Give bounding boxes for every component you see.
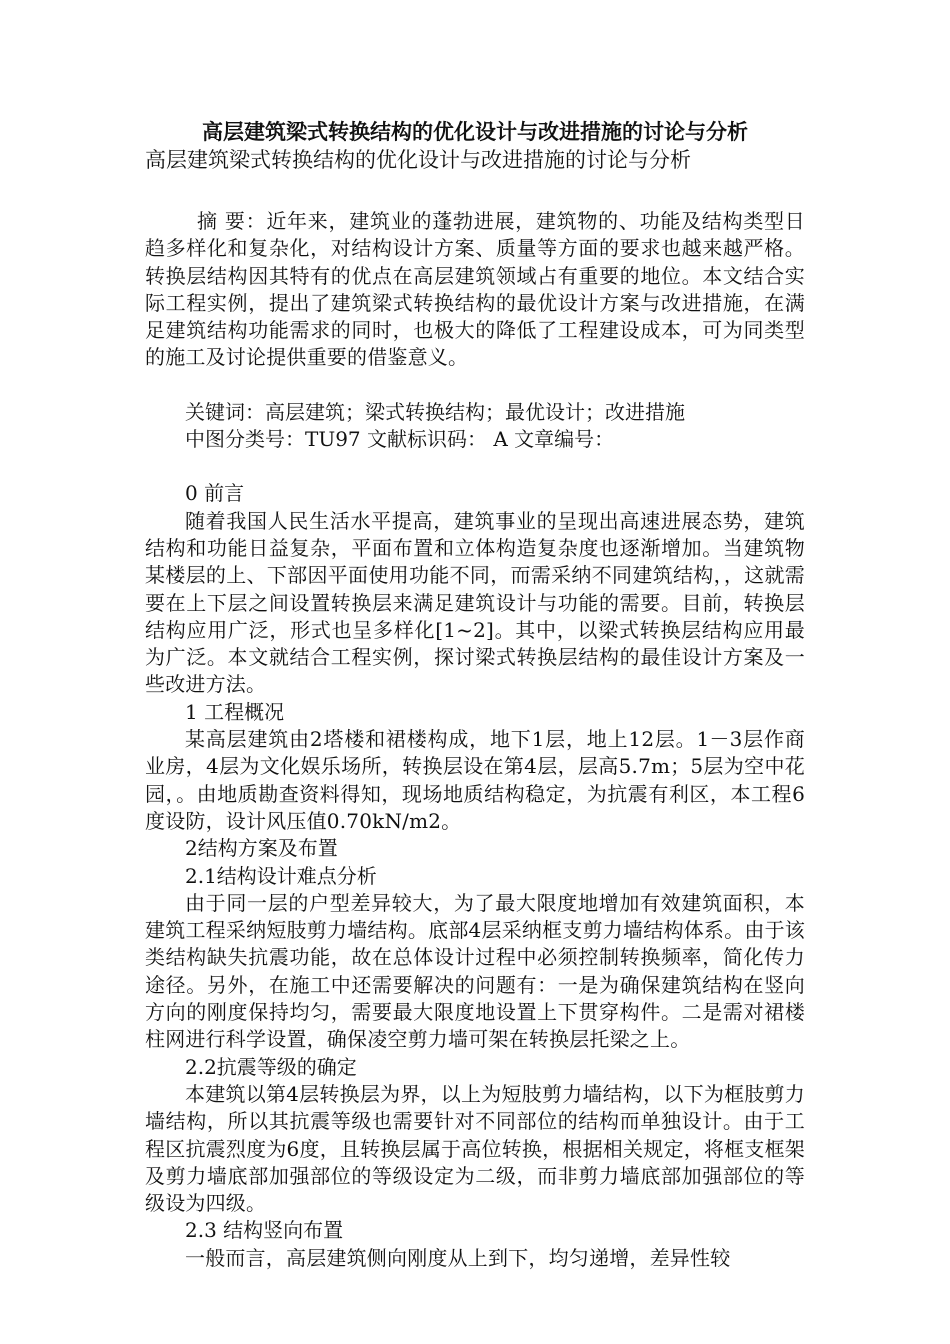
keywords-line: 关键词：高层建筑；梁式转换结构；最优设计；改进措施	[185, 399, 685, 424]
section-2-1-heading: 2.1结构设计难点分析	[185, 863, 377, 888]
classification-line: 中图分类号：TU97 文献标识码： A 文章编号：	[185, 427, 615, 452]
document-title-bold: 高层建筑梁式转换结构的优化设计与改进措施的讨论与分析	[202, 119, 748, 144]
abstract-paragraph: 摘 要：近年来，建筑业的蓬勃进展，建筑物的、功能及结构类型日趋多样化和复杂化，对结构设计方案、质量等方面的要求也越来越严格。转换层结构因其特有的优点在高层建筑领域占有重要的地位。本文结合实际工程实例，提出了建筑梁式转换结构的最优设计方案与改进措施，在满足建筑结构功能需求的同时，也极大的降低了工程建设成本，可为同类型的施工及讨论提供重要的借鉴意义。	[145, 209, 805, 370]
section-2-2-paragraph: 本建筑以第4层转换层为界，以上为短肢剪力墙结构，以下为框肢剪力墙结构，所以其抗震等级也需要针对不同部位的结构而单独设计。由于工程区抗震烈度为6度，且转换层属于高位转换，根据相关规定，将框支框架及剪力墙底部加强部位的等级设定为二级，而非剪力墙底部加强部位的等级设为四级。	[145, 1081, 805, 1216]
section-1-paragraph: 某高层建筑由2塔楼和裙楼构成，地下1层，地上12层。1－3层作商业房，4层为文化娱乐场所，转换层设在第4层，层高5.7m；5层为空中花园，。由地质勘查资料得知，现场地质结构稳定，为抗震有利区，本工程6度设防，设计风压值0.70kN/m2。	[145, 727, 805, 833]
section-2-3-paragraph: 一般而言，高层建筑侧向刚度从上到下，均匀递增，差异性较	[185, 1245, 731, 1270]
section-2-3-heading: 2.3 结构竖向布置	[185, 1218, 344, 1243]
section-2-1-paragraph: 由于同一层的户型差异较大，为了最大限度地增加有效建筑面积，本建筑工程采纳短肢剪力墙结构。底部4层采纳框支剪力墙结构体系。由于该类结构缺失抗震功能，故在总体设计过程中必须控制转换频率，简化传力途径。另外，在施工中还需要解决的问题有：一是为确保建筑结构在竖向方向的刚度保持均匀，需要最大限度地设置上下贯穿构件。二是需对裙楼柱网进行科学设置，确保凌空剪力墙可架在转换层托梁之上。	[145, 890, 805, 1052]
section-2-heading: 2结构方案及布置	[185, 836, 338, 861]
section-0-paragraph: 随着我国人民生活水平提高，建筑事业的呈现出高速进展态势，建筑结构和功能日益复杂，平面布置和立体构造复杂度也逐渐增加。当建筑物某楼层的上、下部因平面使用功能不同，而需采纳不同建筑结构，，这就需要在上下层之间设置转换层来满足建筑设计与功能的需要。目前，转换层结构应用广泛，形式也呈多样化[1~2]。其中，以梁式转换层结构应用最为广泛。本文就结合工程实例，探讨梁式转换层结构的最佳设计方案及一些改进方法。	[145, 508, 805, 697]
section-0-heading: 0 前言	[185, 481, 245, 506]
document-page	[145, 118, 805, 1272]
section-1-heading: 1 工程概况	[185, 699, 285, 724]
document-title-plain: 高层建筑梁式转换结构的优化设计与改进措施的讨论与分析	[145, 148, 691, 172]
section-2-2-heading: 2.2抗震等级的确定	[185, 1054, 357, 1079]
